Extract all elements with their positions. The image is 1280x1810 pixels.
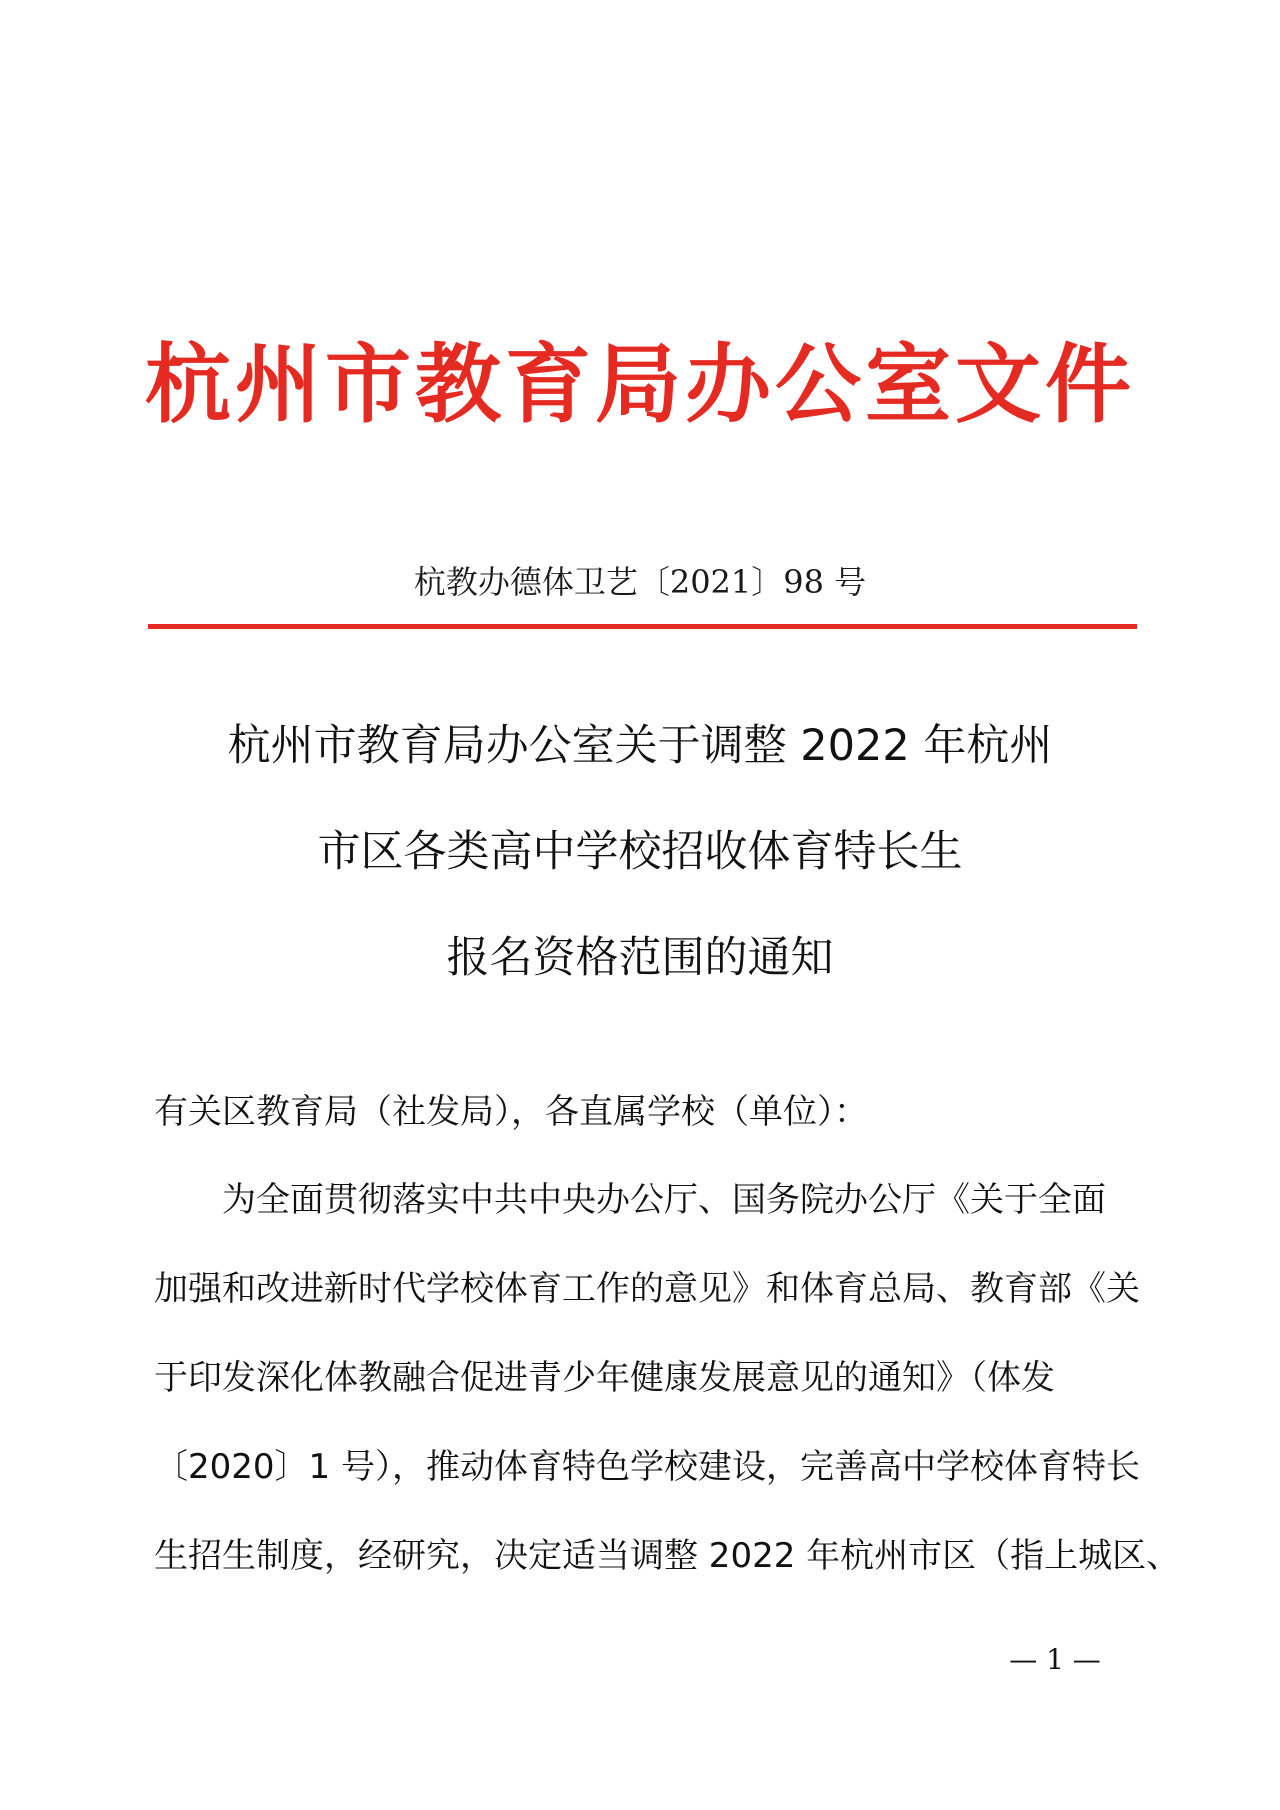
- body-text-line: 加强和改进新时代学校体育工作的意见》和体育总局、教育部《关: [154, 1269, 1140, 1309]
- red-divider-line: [148, 624, 1137, 629]
- notice-title-line-2: 市区各类高中学校招收体育特长生: [317, 827, 963, 877]
- document-header-title: 杭州市教育局办公室文件: [145, 334, 1135, 435]
- body-text-line: 〔2020〕1 号），推动体育特色学校建设，完善高中学校体育特长: [154, 1447, 1140, 1487]
- body-text-line: 生招生制度，经研究，决定适当调整 2022 年杭州市区（指上城区、: [154, 1536, 1181, 1576]
- notice-title-line-3: 报名资格范围的通知: [446, 933, 834, 983]
- notice-title-line-1: 杭州市教育局办公室关于调整 2022 年杭州: [227, 721, 1053, 771]
- body-text-line: 为全面贯彻落实中共中央办公厅、国务院办公厅《关于全面: [222, 1180, 1106, 1220]
- salutation: 有关区教育局（社发局），各直属学校（单位）：: [154, 1092, 868, 1132]
- body-text-line: 于印发深化体教融合促进青少年健康发展意见的通知》（体发: [154, 1358, 1055, 1398]
- page-number: — 1 —: [1009, 1643, 1101, 1676]
- document-number: 杭教办德体卫艺〔2021〕98 号: [413, 563, 867, 601]
